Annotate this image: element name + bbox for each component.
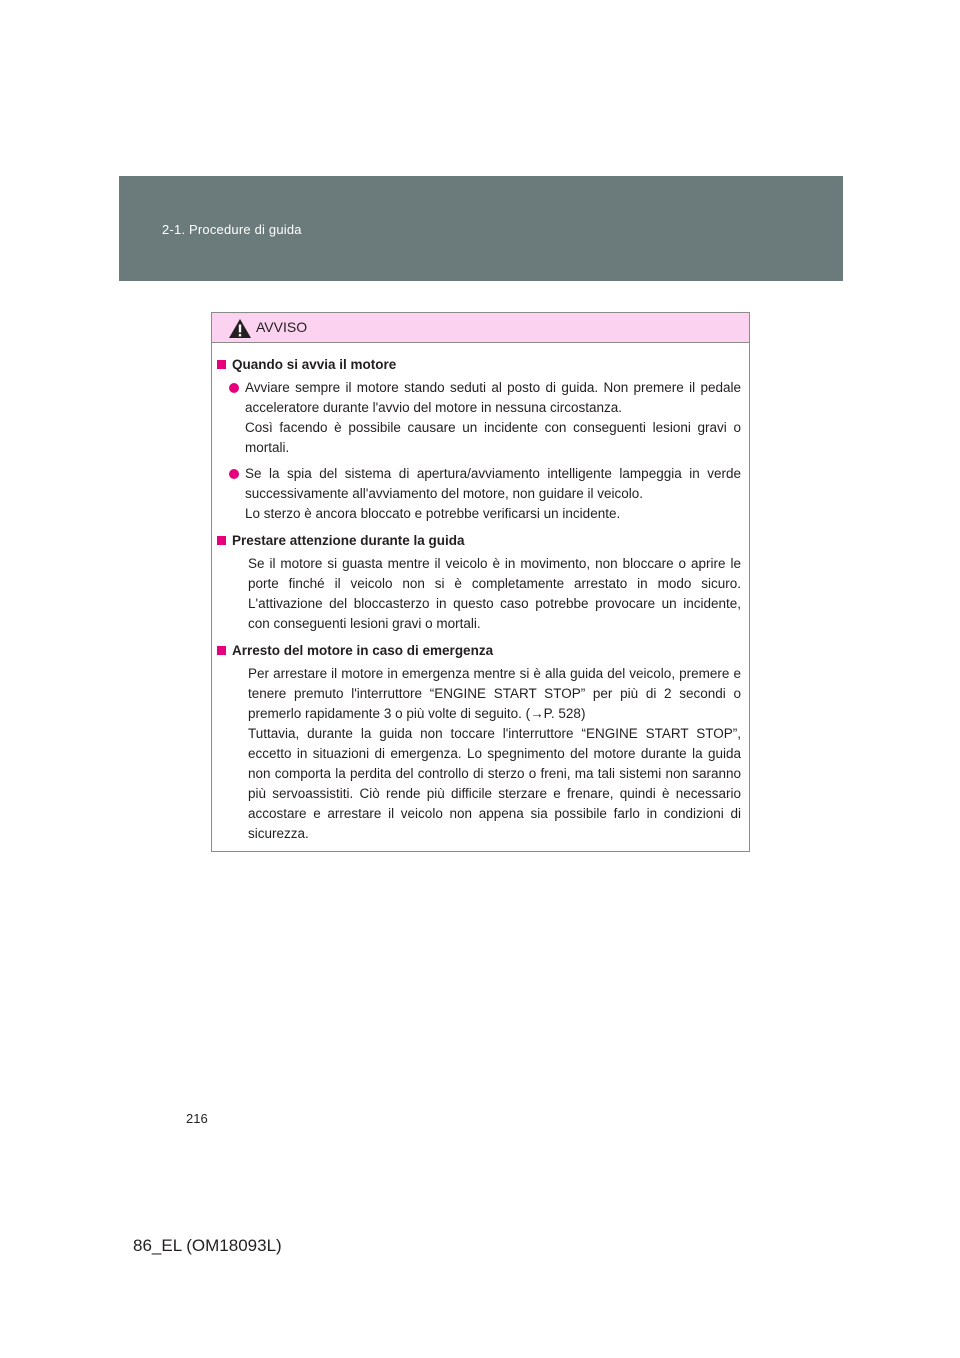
square-bullet-icon bbox=[217, 646, 226, 655]
warning-header bbox=[212, 313, 749, 343]
circle-bullet-icon bbox=[229, 469, 239, 479]
square-bullet-icon bbox=[217, 536, 226, 545]
warning-triangle-icon bbox=[228, 318, 252, 339]
list-item bbox=[229, 464, 741, 524]
paragraph-block bbox=[248, 664, 741, 844]
section-heading: Quando si avvia il motore bbox=[217, 354, 741, 375]
warning-body bbox=[212, 343, 749, 844]
warning-box bbox=[211, 312, 750, 852]
circle-bullet-icon bbox=[229, 383, 239, 393]
document-code: 86_EL (OM18093L) bbox=[133, 1236, 282, 1255]
paragraph: Avviare sempre il motore stando seduti al posto di guida. Non premere il pedale acceleratore durante l'avvio del motore in nessuna circostanza. bbox=[245, 380, 741, 415]
page-number: 216 bbox=[186, 1111, 208, 1126]
list-item bbox=[229, 378, 741, 458]
paragraph: Così facendo è possibile causare un incidente con conseguenti lesioni gravi o mortali. bbox=[245, 420, 741, 455]
paragraph: Per arrestare il motore in emergenza mentre si è alla guida del veicolo, premere e tenere premuto l'interruttore “ENGINE START STOP” per più di 2 secondi o premerlo rapidamente 3 o più volte di seguito. (→P. 528) bbox=[248, 666, 741, 721]
paragraph: Se la spia del sistema di apertura/avviamento intelligente lampeggia in verde successivamente all'avviamento del motore, non guidare il veicolo. bbox=[245, 466, 741, 501]
section-heading: Prestare attenzione durante la guida bbox=[217, 530, 741, 551]
section-title: 2-1. Procedure di guida bbox=[162, 222, 302, 237]
paragraph: Se il motore si guasta mentre il veicolo è in movimento, non bloccare o aprire le porte finché il veicolo non si è completamente arrestato in modo sicuro. L'attivazione del bloccasterzo in questo caso potrebbe provocare un incidente, con conseguenti lesioni gravi o mortali. bbox=[248, 556, 741, 631]
warning-label: AVVISO bbox=[256, 319, 308, 335]
paragraph-block bbox=[248, 554, 741, 634]
paragraph: Lo sterzo è ancora bloccato e potrebbe verificarsi un incidente. bbox=[245, 506, 621, 521]
square-bullet-icon bbox=[217, 360, 226, 369]
paragraph: Tuttavia, durante la guida non toccare l'interruttore “ENGINE START STOP”, eccetto in situazioni di emergenza. Lo spegnimento del motore durante la guida non comporta la perdita del controllo di sterzo o freni, ma tali sistemi non saranno più servoassistiti. Ciò rende più difficile sterzare e frenare, quindi è necessario accostare e arrestare il veicolo non appena sia possibile farlo in condizioni di sicurezza. bbox=[248, 726, 741, 841]
section-heading: Arresto del motore in caso di emergenza bbox=[217, 640, 741, 661]
